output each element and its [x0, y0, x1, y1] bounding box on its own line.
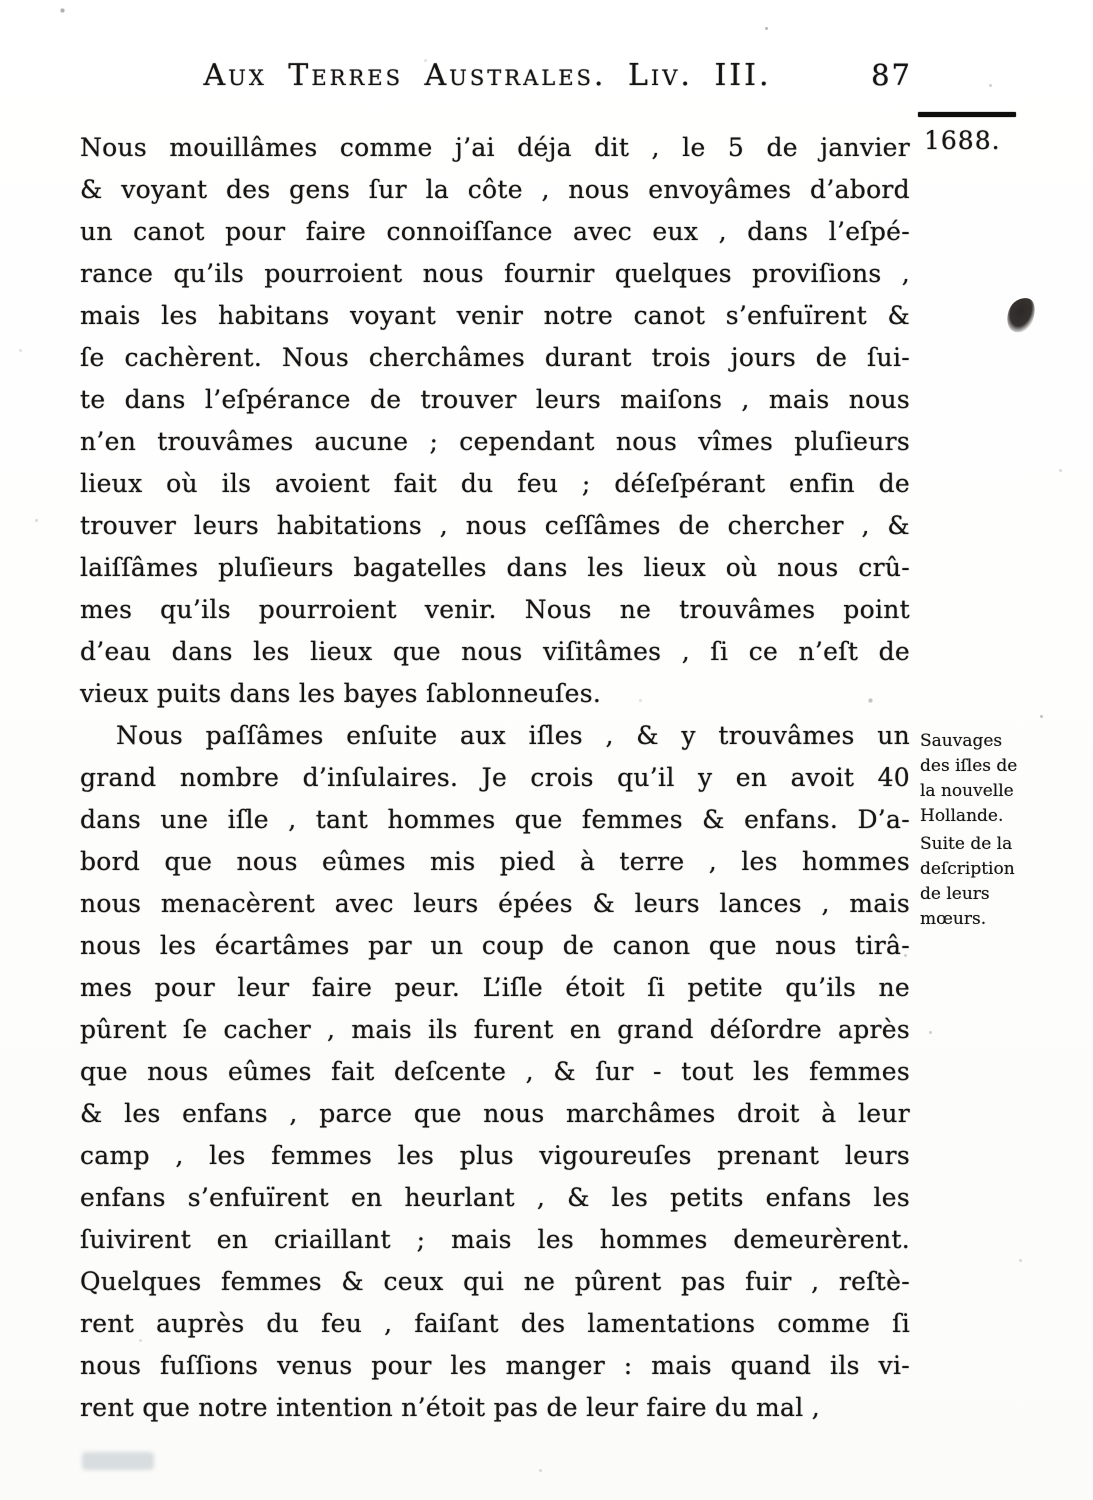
text-line: mes qu’ils pourroient venir. Nous ne trouvâmes point [80, 595, 910, 624]
text-line: Suite de la [920, 834, 1013, 854]
margin-note-continuation [920, 832, 1032, 932]
text-line: mais les habitans voyant venir notre canot s’enfuïrent & [80, 301, 910, 330]
text-line: te dans l’eſpérance de trouver leurs maiſons , mais nous [80, 385, 910, 414]
main-text-column [80, 127, 910, 1429]
text-line: deſcription [920, 859, 1015, 879]
text-line: pûrent ſe cacher , mais ils furent en grand déſordre après [80, 1015, 910, 1044]
text-line: un canot pour faire connoiſſance avec eux , dans l’eſpé- [80, 217, 910, 246]
page-number: 87 [871, 58, 912, 92]
text-line: camp , les femmes les plus vigoureuſes prenant leurs [80, 1141, 910, 1170]
margin-year: 1688. [924, 126, 1001, 155]
text-line: ſuivirent en criaillant ; mais les hommes demeurèrent. [80, 1225, 910, 1254]
text-line: & les enfans , parce que nous marchâmes droit à leur [80, 1099, 910, 1128]
text-line: nous les écartâmes par un coup de canon que nous tirâ- [80, 931, 910, 960]
text-line: Nous mouillâmes comme j’ai déja dit , le 5 de janvier [80, 133, 910, 162]
paragraph-2 [80, 715, 910, 1429]
margin-notes [920, 729, 1032, 932]
text-line: trouver leurs habitations , nous ceſſâmes de chercher , & [80, 511, 910, 540]
text-line: nous menacèrent avec leurs épées & leurs lances , mais [80, 889, 910, 918]
text-line: la nouvelle [920, 781, 1014, 801]
text-line: Nous paſſâmes enſuite aux iſles , & y trouvâmes un [116, 721, 910, 750]
paragraph-1 [80, 127, 910, 715]
text-line: ſe cachèrent. Nous cherchâmes durant trois jours de ſui- [80, 343, 910, 372]
margin-note-subject [920, 729, 1032, 829]
text-line: nous fuſſions venus pour les manger : mais quand ils vi- [80, 1351, 910, 1380]
text-line: mes pour leur faire peur. L’iſle étoit ſi petite qu’ils ne [80, 973, 910, 1002]
text-line: enfans s’enfuïrent en heurlant , & les petits enfans les [80, 1183, 910, 1212]
text-line: d’eau dans les lieux que nous viſitâmes , ſi ce n’eſt de [80, 637, 910, 666]
margin-rule [918, 112, 1016, 117]
text-line: n’en trouvâmes aucune ; cependant nous vîmes pluſieurs [80, 427, 910, 456]
scan-speckles [0, 0, 1, 1]
text-line: Quelques femmes & ceux qui ne pûrent pas fuir , reſtè- [80, 1267, 910, 1296]
running-title: Aux Terres Australes. Liv. III. [203, 58, 772, 93]
text-line: rance qu’ils pourroient nous fournir quelques proviſions , [80, 259, 910, 288]
text-line: Hollande. [920, 806, 1004, 826]
text-line: des iſles de [920, 756, 1018, 776]
text-line: vieux puits dans les bayes ſablonneuſes. [80, 679, 602, 708]
text-line: rent que notre intention n’étoit pas de leur faire du mal , [80, 1393, 821, 1422]
margin-year-block [918, 112, 1016, 155]
text-line: bord que nous eûmes mis pied à terre , les hommes [80, 847, 910, 876]
text-line: de leurs [920, 884, 990, 904]
text-line: mœurs. [920, 909, 987, 929]
text-line: laiſſâmes pluſieurs bagatelles dans les lieux où nous crû- [80, 553, 910, 582]
text-line: & voyant des gens ſur la côte , nous envoyâmes d’abord [80, 175, 910, 204]
ink-smudge [1003, 294, 1039, 336]
page-header [80, 58, 912, 93]
faint-stamp-smudge [82, 1452, 154, 1470]
text-line: que nous eûmes fait deſcente , & ſur - tout les femmes [80, 1057, 910, 1086]
text-line: grand nombre d’inſulaires. Je crois qu’il y en avoit 40 [80, 763, 910, 792]
text-line: dans une iſle , tant hommes que femmes & enfans. D’a- [80, 805, 910, 834]
text-line: Sauvages [920, 731, 1003, 751]
text-line: lieux où ils avoient fait du feu ; déſeſpérant enfin de [80, 469, 910, 498]
text-line: rent auprès du feu , faiſant des lamentations comme ſi [80, 1309, 910, 1338]
